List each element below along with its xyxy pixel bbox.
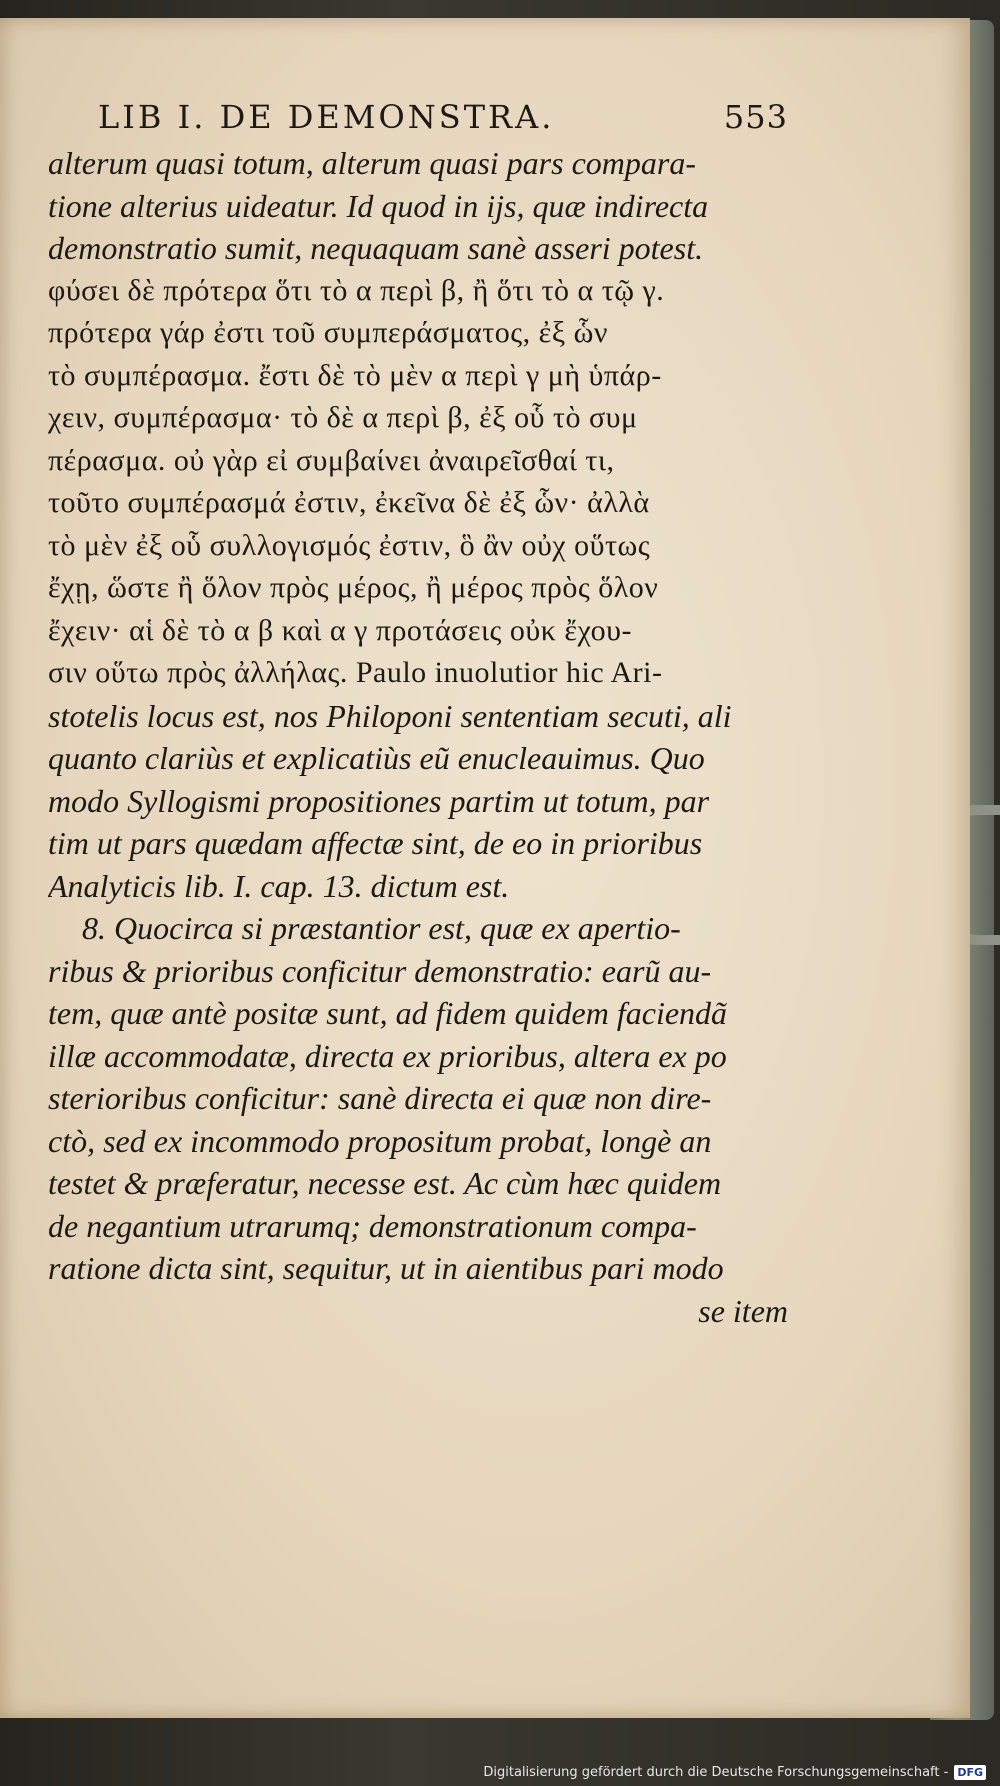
text-block <box>48 98 788 1332</box>
running-head-title: LIB I. DE DEMONSTRA. <box>98 98 555 136</box>
text-line: quanto clariùs et explicatiùs eũ enucleauimus. Quo <box>48 740 705 776</box>
dfg-logo: DFG <box>954 1765 986 1780</box>
text-line: ἔχειν· αἱ δὲ τὸ α β καὶ α γ προτάσεις οὐκ ἔχου- <box>48 613 632 647</box>
text-line: sterioribus conficitur: sanè directa ei quæ non dire- <box>48 1080 712 1116</box>
text-line: Analyticis lib. I. cap. 13. dictum est. <box>48 867 510 904</box>
text-line: τὸ συμπέρασμα. ἔστι δὲ τὸ μὲν α περὶ γ μὴ ὑπάρ- <box>48 358 662 392</box>
text-line: ratione dicta sint, sequitur, ut in aientibus pari modo <box>48 1250 724 1286</box>
credit-text: Digitalisierung gefördert durch die Deutsche Forschungsgemeinschaft - <box>483 1765 949 1780</box>
text-line: illæ accommodatæ, directa ex prioribus, altera ex po <box>48 1037 727 1074</box>
page-number: 553 <box>723 98 788 136</box>
text-line: tem, quæ antè positæ sunt, ad fidem quidem faciendã <box>48 995 728 1031</box>
text-line: se item <box>698 1292 788 1329</box>
text-line: ribus & prioribus conficitur demonstratio: earũ au- <box>48 952 712 989</box>
text-line: alterum quasi totum, alterum quasi pars compara- <box>48 145 696 181</box>
text-line: tione alterius uideatur. Id quod in ijs, quæ indirecta <box>48 187 709 224</box>
text-line: modo Syllogismi propositiones partim ut totum, par <box>48 782 710 819</box>
text-line: πέρασμα. οὐ γὰρ εἰ συμβαίνει ἀναιρεῖσθαί τι, <box>48 443 615 477</box>
text-line: ἔχῃ, ὥστε ἢ ὅλον πρὸς μέρος, ἢ μέρος πρὸς ὅλον <box>48 571 659 604</box>
text-line: testet & præferatur, necesse est. Ac cùm hæc quidem <box>48 1165 722 1201</box>
text-line: tim ut pars quædam affectæ sint, de eo in prioribus <box>48 825 703 861</box>
text-line: demonstratio sumit, nequaquam sanè asseri potest. <box>48 230 704 266</box>
text-line: πρότερα γάρ ἐστι τοῦ συμπεράσματος, ἐξ ὧν <box>48 316 608 349</box>
running-head <box>98 98 788 136</box>
book-page <box>0 18 970 1718</box>
body-text <box>48 142 788 1332</box>
text-line: τὸ μὲν ἐξ οὗ συλλογισμός ἐστιν, ὃ ἂν οὐχ οὕτως <box>48 528 651 562</box>
text-line: stotelis locus est, nos Philoponi sententiam secuti, ali <box>48 697 732 734</box>
text-line: ctò, sed ex incommodo propositum probat, longè an <box>48 1122 712 1159</box>
text-line: σιν οὕτω πρὸς ἀλλήλας. Paulo inuolutior hic Ari- <box>48 656 663 689</box>
text-line: τοῦτο συμπέρασμά ἐστιν, ἐκεῖνα δὲ ἐξ ὧν· ἀλλὰ <box>48 486 650 519</box>
text-line: χειν, συμπέρασμα· τὸ δὲ α περὶ β, ἐξ οὗ τὸ συμ <box>48 401 638 434</box>
text-line: de negantium utrarumq; demonstrationum compa- <box>48 1207 697 1244</box>
text-line: φύσει δὲ πρότερα ὅτι τὸ α περὶ β, ἢ ὅτι τὸ α τῷ γ. <box>48 273 665 307</box>
digitization-credit <box>483 1765 986 1780</box>
text-line: 8. Quocirca si præstantior est, quæ ex apertio- <box>82 910 681 946</box>
